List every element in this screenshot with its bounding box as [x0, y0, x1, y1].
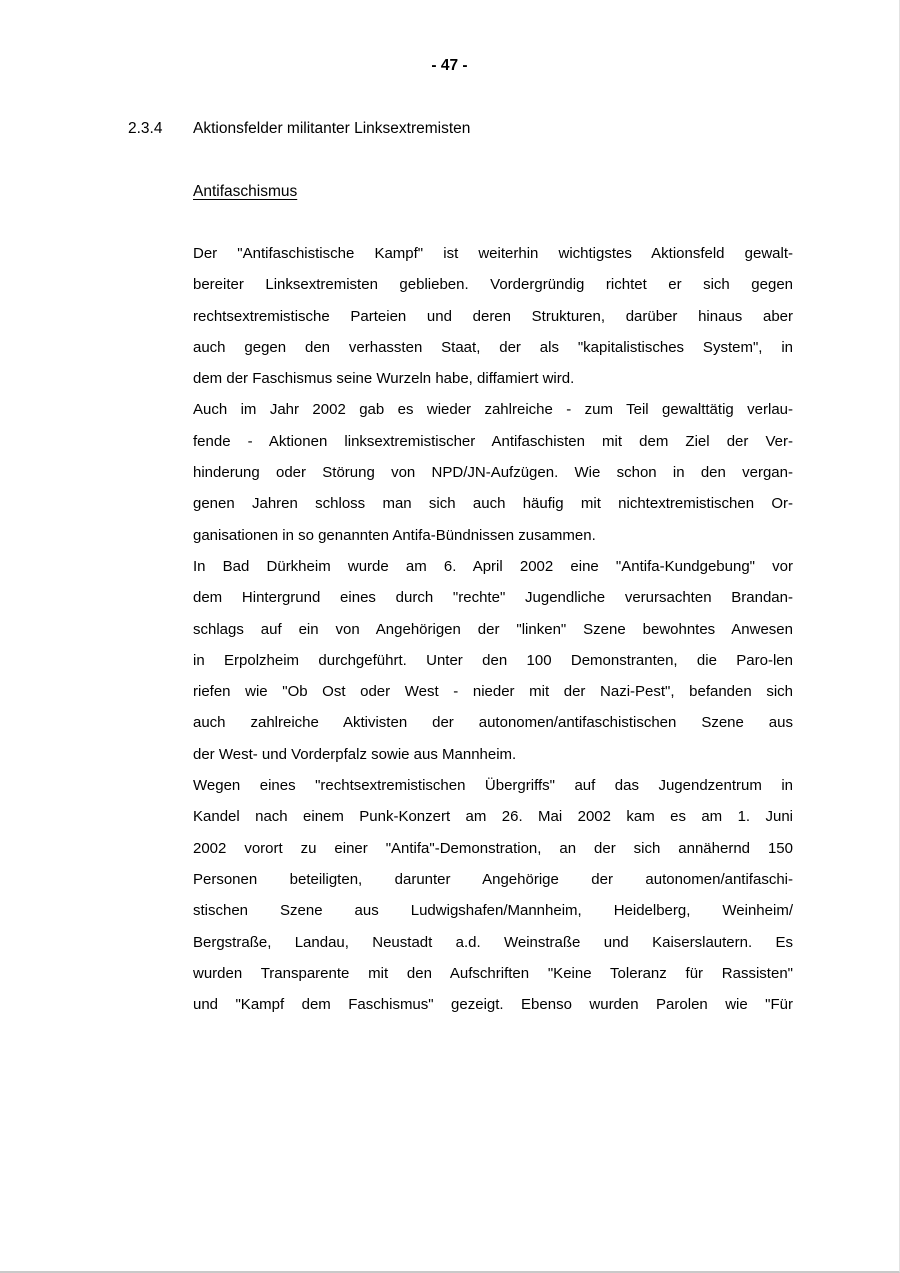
text-line: riefen wie "Ob Ost oder West - nieder mit der Nazi-Pest", befanden sich — [193, 683, 793, 701]
text-line: hinderung oder Störung von NPD/JN-Aufzügen. Wie schon in den vergan- — [193, 464, 793, 482]
paragraph — [193, 238, 793, 394]
paragraph — [193, 551, 793, 770]
subheading-antifaschismus: Antifaschismus — [193, 183, 298, 200]
text-line: rechtsextremistische Parteien und deren Strukturen, darüber hinaus aber — [193, 307, 793, 325]
section-heading — [128, 119, 899, 139]
text-line: Bergstraße, Landau, Neustadt a.d. Weinstraße und Kaiserslautern. Es — [193, 933, 793, 951]
page-number: - 47 - — [431, 57, 468, 74]
text-line: stischen Szene aus Ludwigshafen/Mannheim, Heidelberg, Weinheim/ — [193, 902, 793, 920]
text-line: bereiter Linksextremisten geblieben. Vordergründig richtet er sich gegen — [193, 276, 793, 294]
text-line: und "Kampf dem Faschismus" gezeigt. Ebenso wurden Parolen wie "Für — [193, 996, 793, 1014]
section-title: Aktionsfelder militanter Linksextremisten — [193, 120, 471, 137]
text-line: der West- und Vorderpfalz sowie aus Mannheim. — [193, 745, 517, 763]
text-line: fende - Aktionen linksextremistischer Antifaschisten mit dem Ziel der Ver- — [193, 432, 793, 450]
text-line: auch gegen den verhassten Staat, der als "kapitalistisches System", in — [193, 338, 793, 356]
paragraph — [193, 394, 793, 550]
text-line: schlags auf ein von Angehörigen der "linken" Szene bewohntes Anwesen — [193, 620, 793, 638]
text-line: Auch im Jahr 2002 gab es wieder zahlreiche - zum Teil gewalttätig verlau- — [193, 401, 793, 419]
text-line: 2002 vorort zu einer "Antifa"-Demonstration, an der sich annähernd 150 — [193, 839, 793, 857]
text-line: ganisationen in so genannten Antifa-Bündnissen zusammen. — [193, 526, 596, 544]
text-line: dem Hintergrund eines durch "rechte" Jugendliche verursachten Brandan- — [193, 589, 793, 607]
text-line: Kandel nach einem Punk-Konzert am 26. Mai 2002 kam es am 1. Juni — [193, 808, 793, 826]
paragraph — [193, 770, 793, 1020]
text-line: dem der Faschismus seine Wurzeln habe, diffamiert wird. — [193, 370, 575, 388]
text-line: wurden Transparente mit den Aufschriften "Keine Toleranz für Rassisten" — [193, 964, 793, 982]
text-line: genen Jahren schloss man sich auch häufig mit nichtextremistischen Or- — [193, 495, 793, 513]
body-text — [193, 238, 793, 1020]
text-line: Der "Antifaschistische Kampf" ist weiterhin wichtigstes Aktionsfeld gewalt- — [193, 245, 793, 262]
section-number: 2.3.4 — [128, 120, 163, 137]
text-line: In Bad Dürkheim wurde am 6. April 2002 eine "Antifa-Kundgebung" vor — [193, 557, 793, 575]
text-line: Wegen eines "rechtsextremistischen Übergriffs" auf das Jugendzentrum in — [193, 777, 793, 795]
text-line: Personen beteiligten, darunter Angehörige der autonomen/antifaschi- — [193, 870, 793, 888]
text-line: in Erpolzheim durchgeführt. Unter den 100 Demonstranten, die Paro-len — [193, 651, 793, 669]
text-line: auch zahlreiche Aktivisten der autonomen/antifaschistischen Szene aus — [193, 714, 793, 732]
